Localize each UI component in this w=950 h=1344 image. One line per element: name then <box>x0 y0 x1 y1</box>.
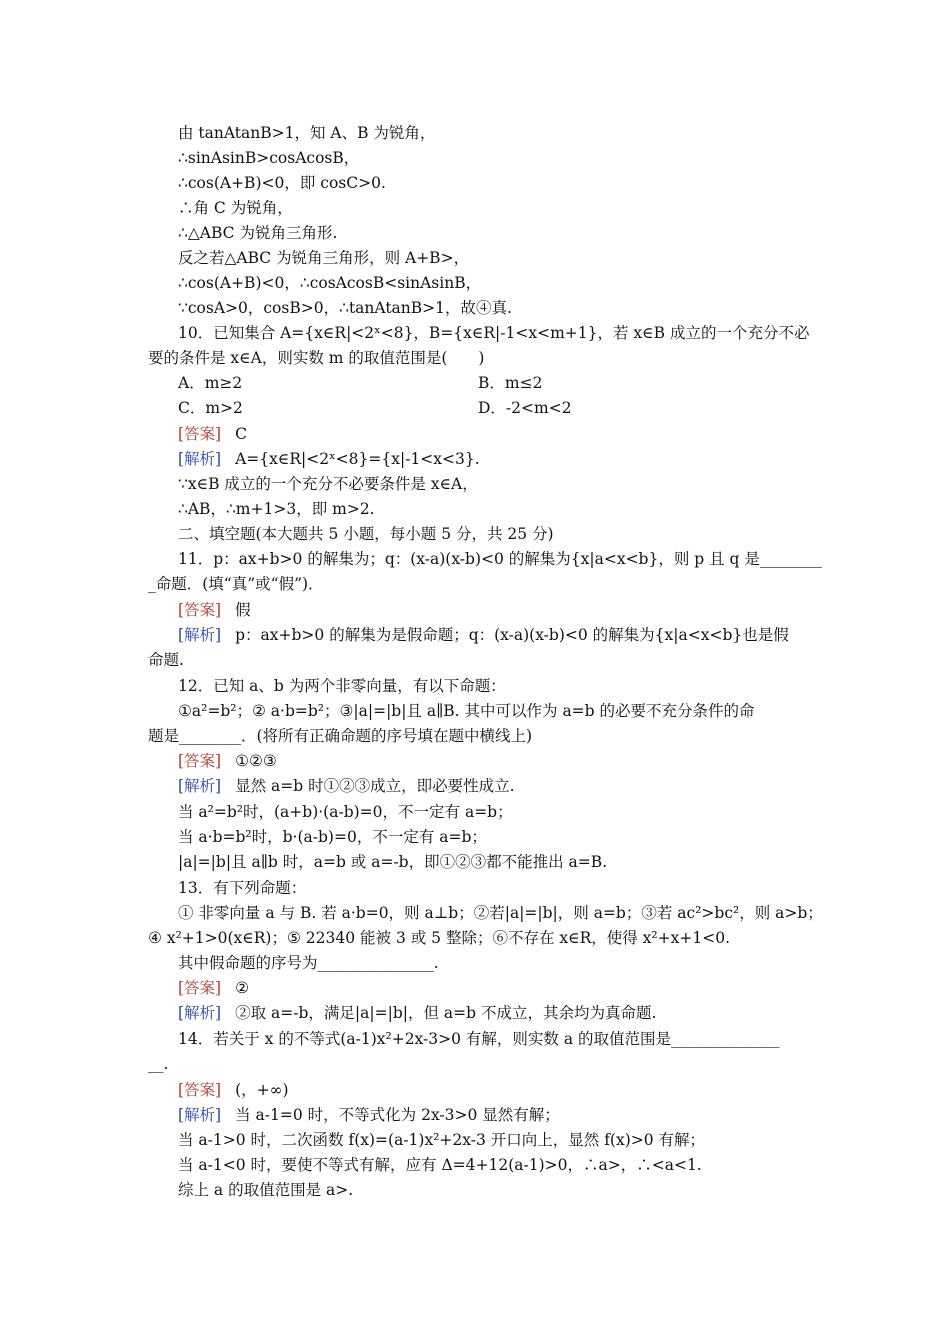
text-line: __. <box>148 1055 169 1073</box>
analysis-tag: [解析] <box>178 450 222 468</box>
text-line: 12．已知 a、b 为两个非零向量，有以下命题： <box>178 677 506 695</box>
text-line: ∴cos(A+B)<0，即 cosC>0. <box>178 174 386 192</box>
answer-tag: [答案] <box>178 752 222 770</box>
choice-option: B．m≤2 <box>478 374 543 392</box>
text-line: ① 非零向量 a 与 B. 若 a·b=0，则 a⊥b；②若|a|=|b|，则 a=b；③若 ac²>bc²，则 a>b； <box>178 904 823 922</box>
text-line: 当 a-1>0 时，二次函数 f(x)=(a-1)x²+2x-3 开口向上，显然 f(x)>0 有解； <box>178 1131 706 1149</box>
tagged-text: A={x∈R|<2ˣ<8}={x|-1<x<3}. <box>235 450 480 468</box>
answer-tag: [答案] <box>178 979 222 997</box>
tagged-text: 当 a-1=0 时，不等式化为 2x-3>0 显然有解； <box>235 1106 560 1124</box>
text-line: 反之若△ABC 为锐角三角形，则 A+B>， <box>178 249 470 267</box>
tagged-text: 显然 a=b 时①②③成立，即必要性成立. <box>235 777 515 795</box>
text-line: 题是________．(将所有正确命题的序号填在题中横线上) <box>148 727 533 745</box>
text-line: 综上 a 的取值范围是 a>. <box>178 1181 354 1199</box>
analysis-tag: [解析] <box>178 1004 222 1022</box>
analysis-line <box>178 774 515 798</box>
analysis-tag: [解析] <box>178 777 222 795</box>
tagged-text: (，+∞) <box>235 1081 289 1099</box>
analysis-line <box>178 1103 560 1127</box>
analysis-line <box>178 447 480 471</box>
analysis-tag: [解析] <box>178 626 222 644</box>
tagged-text: 假 <box>235 601 251 619</box>
text-line: ④ x²+1>0(x∈R)；⑤ 22340 能被 3 或 5 整除；⑥不存在 x∈R，使得 x²+x+1<0. <box>148 929 730 947</box>
text-line: 其中假命题的序号为_______________. <box>178 954 439 972</box>
choice-option: D．-2<m<2 <box>478 399 572 417</box>
text-line: ∵cosA>0，cosB>0，∴tanAtanB>1，故④真. <box>178 299 512 317</box>
answer-line <box>178 422 247 446</box>
tagged-text: ②取 a=-b，满足|a|=|b|，但 a=b 不成立，其余均为真命题. <box>235 1004 657 1022</box>
text-line: 命题. <box>148 651 184 669</box>
answer-tag: [答案] <box>178 425 222 443</box>
tagged-text: C <box>235 425 247 443</box>
text-line: 要的条件是 x∈A，则实数 m 的取值范围是( ) <box>148 349 485 367</box>
text-line: _命题．(填“真”或“假”)． <box>148 575 324 593</box>
choice-option: C．m>2 <box>178 399 243 417</box>
analysis-line <box>178 1001 656 1025</box>
text-line: |a|=|b|且 a∥b 时，a=b 或 a=-b，即①②③都不能推出 a=B. <box>178 853 608 871</box>
choice-option: A．m≥2 <box>178 374 243 392</box>
text-line: 13．有下列命题： <box>178 879 307 897</box>
text-line: 由 tanAtanB>1，知 A、B 为锐角， <box>178 124 436 142</box>
analysis-tag: [解析] <box>178 1106 222 1124</box>
text-line: 11．p：ax+b>0 的解集为；q：(x-a)(x-b)<0 的解集为{x|a<x<b}，则 p 且 q 是________ <box>178 550 822 568</box>
analysis-line <box>178 623 789 647</box>
text-line: ∴sinAsinB>cosAcosB， <box>178 149 360 167</box>
text-line: ∵x∈B 成立的一个充分不必要条件是 x∈A， <box>178 475 478 493</box>
answer-line <box>178 749 277 773</box>
answer-line <box>178 1078 289 1102</box>
answer-tag: [答案] <box>178 601 222 619</box>
text-line: 当 a·b=b²时，b·(a-b)=0，不一定有 a=b； <box>178 828 487 846</box>
text-line: 10．已知集合 A={x∈R|<2ˣ<8}，B={x∈R|-1<x<m+1}，若 x∈B 成立的一个充分不必 <box>178 324 810 342</box>
tagged-text: ② <box>235 979 250 997</box>
answer-tag: [答案] <box>178 1081 222 1099</box>
text-line: 二、填空题(本大题共 5 小题，每小题 5 分，共 25 分) <box>178 525 554 543</box>
text-line: ①a²=b²；② a·b=b²；③|a|=|b|且 a∥B. 其中可以作为 a=b 的必要不充分条件的命 <box>178 702 755 720</box>
text-line: 当 a-1<0 时，要使不等式有解，应有 Δ=4+12(a-1)>0，∴a>，∴<a<1. <box>178 1156 702 1174</box>
answer-line <box>178 976 249 1000</box>
text-line: ∴角 C 为锐角， <box>178 199 293 217</box>
text-line: ∴AB，∴m+1>3，即 m>2. <box>178 500 375 518</box>
text-line: 当 a²=b²时，(a+b)·(a-b)=0，不一定有 a=b； <box>178 803 513 821</box>
tagged-text: p：ax+b>0 的解集为是假命题；q：(x-a)(x-b)<0 的解集为{x|a<x<b}也是假 <box>235 626 789 644</box>
tagged-text: ①②③ <box>235 752 277 770</box>
text-line: ∴△ABC 为锐角三角形. <box>178 224 338 242</box>
answer-line <box>178 598 251 622</box>
text-line: ∴cos(A+B)<0，∴cosAcosB<sinAsinB， <box>178 274 482 292</box>
text-line: 14．若关于 x 的不等式(a-1)x²+2x-3>0 有解，则实数 a 的取值范围是______________ <box>178 1030 780 1048</box>
